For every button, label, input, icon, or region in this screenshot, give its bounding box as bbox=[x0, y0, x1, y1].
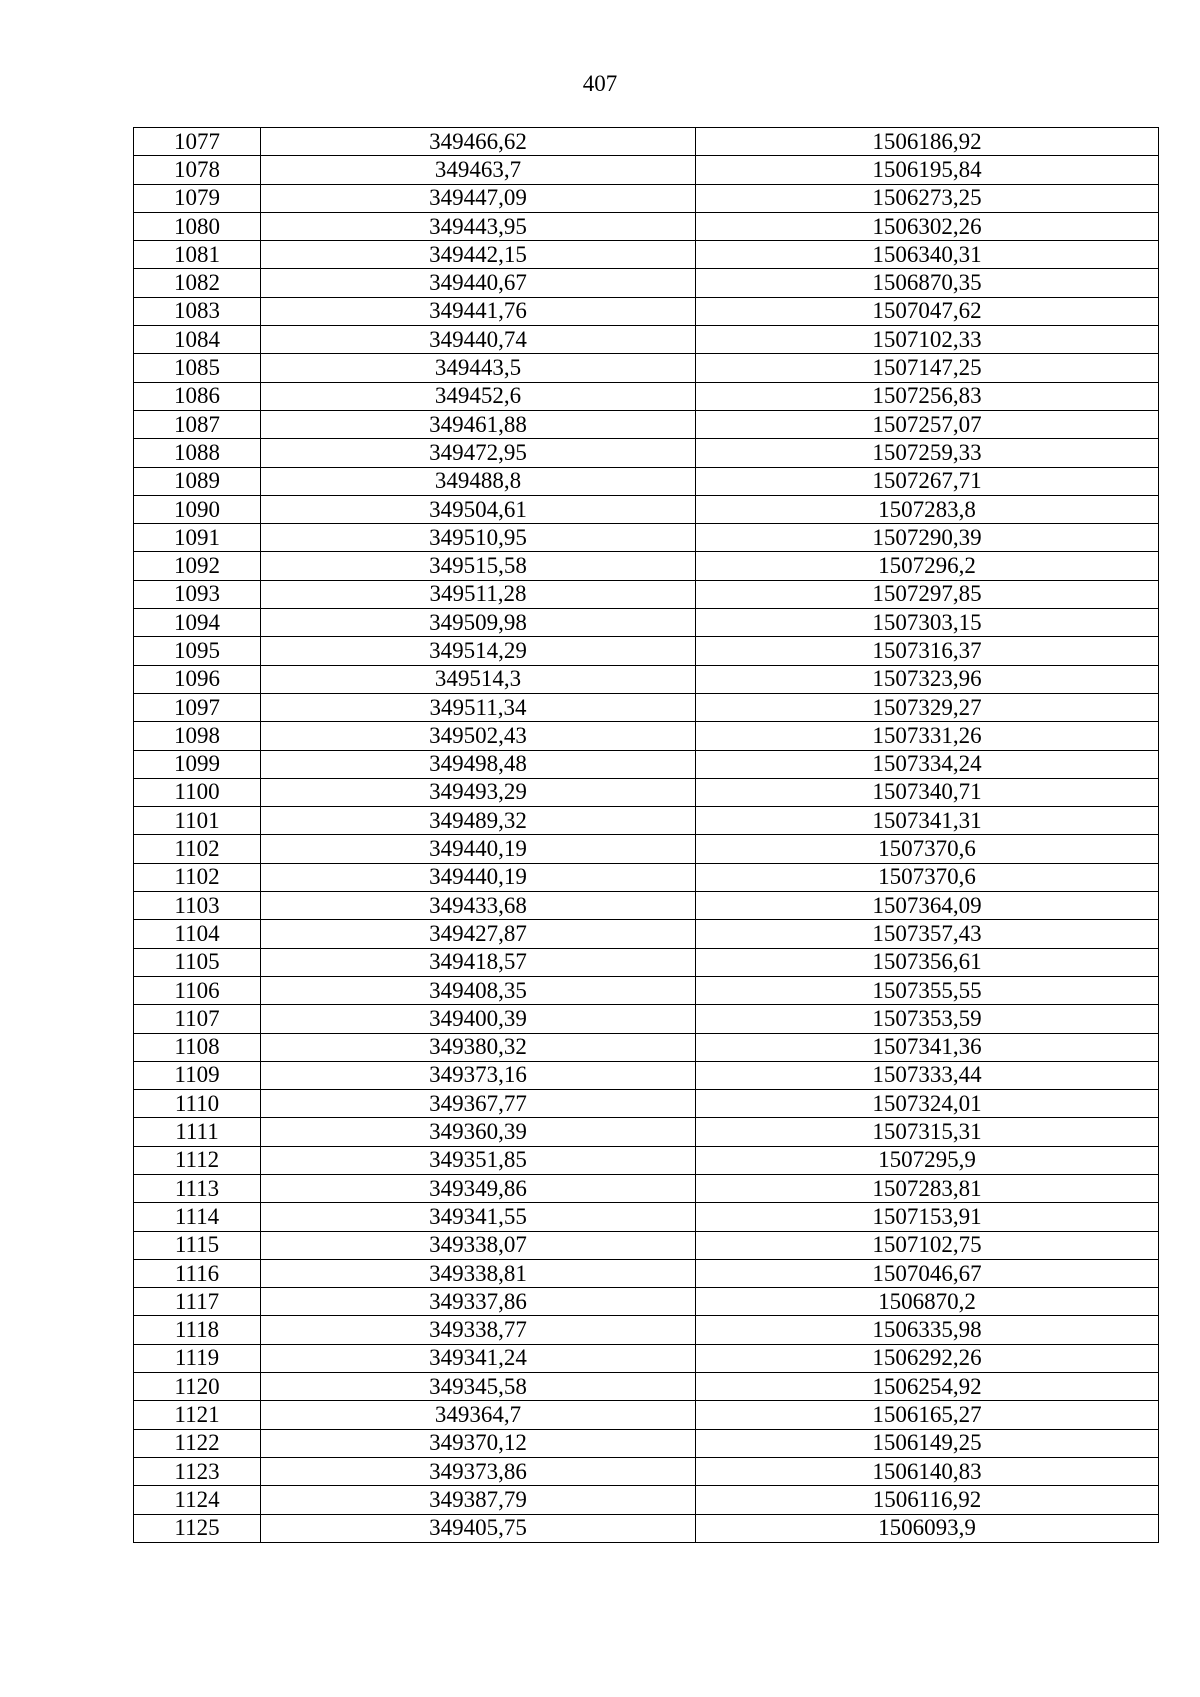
y-coordinate-cell: 1506116,92 bbox=[696, 1486, 1159, 1514]
table-row bbox=[134, 778, 1159, 806]
table-row bbox=[134, 1401, 1159, 1429]
table-row bbox=[134, 269, 1159, 297]
point-number-cell: 1117 bbox=[134, 1288, 261, 1316]
table-row bbox=[134, 1514, 1159, 1542]
x-coordinate-cell: 349441,76 bbox=[261, 297, 696, 325]
table-row bbox=[134, 410, 1159, 438]
table-row bbox=[134, 693, 1159, 721]
table-row bbox=[134, 1486, 1159, 1514]
x-coordinate-cell: 349466,62 bbox=[261, 128, 696, 156]
x-coordinate-cell: 349511,28 bbox=[261, 580, 696, 608]
table-row bbox=[134, 835, 1159, 863]
y-coordinate-cell: 1507370,6 bbox=[696, 835, 1159, 863]
x-coordinate-cell: 349338,81 bbox=[261, 1259, 696, 1287]
x-coordinate-cell: 349502,43 bbox=[261, 722, 696, 750]
x-coordinate-cell: 349370,12 bbox=[261, 1429, 696, 1457]
x-coordinate-cell: 349514,3 bbox=[261, 665, 696, 693]
x-coordinate-cell: 349511,34 bbox=[261, 693, 696, 721]
table-row bbox=[134, 1288, 1159, 1316]
point-number-cell: 1095 bbox=[134, 637, 261, 665]
x-coordinate-cell: 349510,95 bbox=[261, 524, 696, 552]
x-coordinate-cell: 349408,35 bbox=[261, 976, 696, 1004]
y-coordinate-cell: 1507324,01 bbox=[696, 1090, 1159, 1118]
y-coordinate-cell: 1506340,31 bbox=[696, 241, 1159, 269]
x-coordinate-cell: 349440,67 bbox=[261, 269, 696, 297]
point-number-cell: 1086 bbox=[134, 382, 261, 410]
y-coordinate-cell: 1507297,85 bbox=[696, 580, 1159, 608]
table-row bbox=[134, 920, 1159, 948]
y-coordinate-cell: 1506186,92 bbox=[696, 128, 1159, 156]
point-number-cell: 1081 bbox=[134, 241, 261, 269]
point-number-cell: 1110 bbox=[134, 1090, 261, 1118]
point-number-cell: 1108 bbox=[134, 1033, 261, 1061]
x-coordinate-cell: 349360,39 bbox=[261, 1118, 696, 1146]
table-row bbox=[134, 1457, 1159, 1485]
x-coordinate-cell: 349349,86 bbox=[261, 1174, 696, 1202]
point-number-cell: 1084 bbox=[134, 326, 261, 354]
x-coordinate-cell: 349514,29 bbox=[261, 637, 696, 665]
point-number-cell: 1115 bbox=[134, 1231, 261, 1259]
y-coordinate-cell: 1507295,9 bbox=[696, 1146, 1159, 1174]
y-coordinate-cell: 1507283,81 bbox=[696, 1174, 1159, 1202]
table-row bbox=[134, 1316, 1159, 1344]
y-coordinate-cell: 1507267,71 bbox=[696, 467, 1159, 495]
coordinates-table-body bbox=[134, 128, 1159, 1543]
y-coordinate-cell: 1507341,36 bbox=[696, 1033, 1159, 1061]
x-coordinate-cell: 349337,86 bbox=[261, 1288, 696, 1316]
x-coordinate-cell: 349351,85 bbox=[261, 1146, 696, 1174]
y-coordinate-cell: 1507046,67 bbox=[696, 1259, 1159, 1287]
point-number-cell: 1089 bbox=[134, 467, 261, 495]
x-coordinate-cell: 349405,75 bbox=[261, 1514, 696, 1542]
table-row bbox=[134, 1118, 1159, 1146]
x-coordinate-cell: 349433,68 bbox=[261, 892, 696, 920]
point-number-cell: 1106 bbox=[134, 976, 261, 1004]
y-coordinate-cell: 1507147,25 bbox=[696, 354, 1159, 382]
point-number-cell: 1077 bbox=[134, 128, 261, 156]
point-number-cell: 1083 bbox=[134, 297, 261, 325]
table-row bbox=[134, 467, 1159, 495]
x-coordinate-cell: 349463,7 bbox=[261, 156, 696, 184]
point-number-cell: 1124 bbox=[134, 1486, 261, 1514]
x-coordinate-cell: 349515,58 bbox=[261, 552, 696, 580]
table-row bbox=[134, 297, 1159, 325]
y-coordinate-cell: 1506273,25 bbox=[696, 184, 1159, 212]
y-coordinate-cell: 1507303,15 bbox=[696, 609, 1159, 637]
y-coordinate-cell: 1507153,91 bbox=[696, 1203, 1159, 1231]
x-coordinate-cell: 349400,39 bbox=[261, 1005, 696, 1033]
point-number-cell: 1109 bbox=[134, 1061, 261, 1089]
point-number-cell: 1103 bbox=[134, 892, 261, 920]
y-coordinate-cell: 1506302,26 bbox=[696, 212, 1159, 240]
table-row bbox=[134, 439, 1159, 467]
y-coordinate-cell: 1506195,84 bbox=[696, 156, 1159, 184]
x-coordinate-cell: 349341,24 bbox=[261, 1344, 696, 1372]
x-coordinate-cell: 349489,32 bbox=[261, 807, 696, 835]
point-number-cell: 1078 bbox=[134, 156, 261, 184]
point-number-cell: 1093 bbox=[134, 580, 261, 608]
y-coordinate-cell: 1507331,26 bbox=[696, 722, 1159, 750]
table-row bbox=[134, 156, 1159, 184]
point-number-cell: 1088 bbox=[134, 439, 261, 467]
y-coordinate-cell: 1507355,55 bbox=[696, 976, 1159, 1004]
table-row bbox=[134, 524, 1159, 552]
x-coordinate-cell: 349504,61 bbox=[261, 495, 696, 523]
point-number-cell: 1121 bbox=[134, 1401, 261, 1429]
point-number-cell: 1100 bbox=[134, 778, 261, 806]
y-coordinate-cell: 1507333,44 bbox=[696, 1061, 1159, 1089]
table-row bbox=[134, 1373, 1159, 1401]
point-number-cell: 1097 bbox=[134, 693, 261, 721]
point-number-cell: 1122 bbox=[134, 1429, 261, 1457]
x-coordinate-cell: 349367,77 bbox=[261, 1090, 696, 1118]
table-row bbox=[134, 892, 1159, 920]
y-coordinate-cell: 1507329,27 bbox=[696, 693, 1159, 721]
point-number-cell: 1111 bbox=[134, 1118, 261, 1146]
table-row bbox=[134, 976, 1159, 1004]
x-coordinate-cell: 349440,19 bbox=[261, 863, 696, 891]
x-coordinate-cell: 349461,88 bbox=[261, 410, 696, 438]
table-row bbox=[134, 1344, 1159, 1372]
table-row bbox=[134, 637, 1159, 665]
point-number-cell: 1105 bbox=[134, 948, 261, 976]
table-row bbox=[134, 326, 1159, 354]
y-coordinate-cell: 1507283,8 bbox=[696, 495, 1159, 523]
table-row bbox=[134, 1203, 1159, 1231]
table-row bbox=[134, 665, 1159, 693]
table-row bbox=[134, 609, 1159, 637]
table-row bbox=[134, 552, 1159, 580]
point-number-cell: 1112 bbox=[134, 1146, 261, 1174]
point-number-cell: 1104 bbox=[134, 920, 261, 948]
y-coordinate-cell: 1506292,26 bbox=[696, 1344, 1159, 1372]
table-row bbox=[134, 1259, 1159, 1287]
x-coordinate-cell: 349447,09 bbox=[261, 184, 696, 212]
table-row bbox=[134, 722, 1159, 750]
y-coordinate-cell: 1507257,07 bbox=[696, 410, 1159, 438]
point-number-cell: 1125 bbox=[134, 1514, 261, 1542]
y-coordinate-cell: 1506149,25 bbox=[696, 1429, 1159, 1457]
coordinates-table bbox=[133, 127, 1159, 1543]
x-coordinate-cell: 349443,5 bbox=[261, 354, 696, 382]
point-number-cell: 1096 bbox=[134, 665, 261, 693]
point-number-cell: 1080 bbox=[134, 212, 261, 240]
y-coordinate-cell: 1507340,71 bbox=[696, 778, 1159, 806]
page-number: 407 bbox=[582, 71, 618, 96]
y-coordinate-cell: 1507356,61 bbox=[696, 948, 1159, 976]
x-coordinate-cell: 349364,7 bbox=[261, 1401, 696, 1429]
y-coordinate-cell: 1507334,24 bbox=[696, 750, 1159, 778]
x-coordinate-cell: 349509,98 bbox=[261, 609, 696, 637]
y-coordinate-cell: 1507102,33 bbox=[696, 326, 1159, 354]
table-row bbox=[134, 354, 1159, 382]
x-coordinate-cell: 349345,58 bbox=[261, 1373, 696, 1401]
x-coordinate-cell: 349373,16 bbox=[261, 1061, 696, 1089]
point-number-cell: 1090 bbox=[134, 495, 261, 523]
point-number-cell: 1091 bbox=[134, 524, 261, 552]
x-coordinate-cell: 349452,6 bbox=[261, 382, 696, 410]
point-number-cell: 1120 bbox=[134, 1373, 261, 1401]
point-number-cell: 1102 bbox=[134, 863, 261, 891]
point-number-cell: 1116 bbox=[134, 1259, 261, 1287]
x-coordinate-cell: 349341,55 bbox=[261, 1203, 696, 1231]
y-coordinate-cell: 1507353,59 bbox=[696, 1005, 1159, 1033]
x-coordinate-cell: 349498,48 bbox=[261, 750, 696, 778]
table-row bbox=[134, 212, 1159, 240]
table-row bbox=[134, 1174, 1159, 1202]
table-row bbox=[134, 241, 1159, 269]
x-coordinate-cell: 349338,77 bbox=[261, 1316, 696, 1344]
y-coordinate-cell: 1506254,92 bbox=[696, 1373, 1159, 1401]
table-row bbox=[134, 1061, 1159, 1089]
x-coordinate-cell: 349418,57 bbox=[261, 948, 696, 976]
x-coordinate-cell: 349373,86 bbox=[261, 1457, 696, 1485]
table-row bbox=[134, 750, 1159, 778]
table-row bbox=[134, 1033, 1159, 1061]
x-coordinate-cell: 349427,87 bbox=[261, 920, 696, 948]
point-number-cell: 1087 bbox=[134, 410, 261, 438]
x-coordinate-cell: 349472,95 bbox=[261, 439, 696, 467]
point-number-cell: 1119 bbox=[134, 1344, 261, 1372]
y-coordinate-cell: 1507259,33 bbox=[696, 439, 1159, 467]
x-coordinate-cell: 349442,15 bbox=[261, 241, 696, 269]
table-row bbox=[134, 807, 1159, 835]
x-coordinate-cell: 349338,07 bbox=[261, 1231, 696, 1259]
point-number-cell: 1098 bbox=[134, 722, 261, 750]
y-coordinate-cell: 1507290,39 bbox=[696, 524, 1159, 552]
y-coordinate-cell: 1507370,6 bbox=[696, 863, 1159, 891]
table-row bbox=[134, 948, 1159, 976]
y-coordinate-cell: 1506870,2 bbox=[696, 1288, 1159, 1316]
point-number-cell: 1099 bbox=[134, 750, 261, 778]
point-number-cell: 1085 bbox=[134, 354, 261, 382]
point-number-cell: 1092 bbox=[134, 552, 261, 580]
y-coordinate-cell: 1507296,2 bbox=[696, 552, 1159, 580]
table-row bbox=[134, 1146, 1159, 1174]
table-row bbox=[134, 128, 1159, 156]
x-coordinate-cell: 349488,8 bbox=[261, 467, 696, 495]
y-coordinate-cell: 1506165,27 bbox=[696, 1401, 1159, 1429]
y-coordinate-cell: 1507357,43 bbox=[696, 920, 1159, 948]
x-coordinate-cell: 349387,79 bbox=[261, 1486, 696, 1514]
table-row bbox=[134, 495, 1159, 523]
point-number-cell: 1094 bbox=[134, 609, 261, 637]
y-coordinate-cell: 1507341,31 bbox=[696, 807, 1159, 835]
point-number-cell: 1123 bbox=[134, 1457, 261, 1485]
point-number-cell: 1113 bbox=[134, 1174, 261, 1202]
y-coordinate-cell: 1507315,31 bbox=[696, 1118, 1159, 1146]
x-coordinate-cell: 349440,19 bbox=[261, 835, 696, 863]
point-number-cell: 1118 bbox=[134, 1316, 261, 1344]
y-coordinate-cell: 1506870,35 bbox=[696, 269, 1159, 297]
point-number-cell: 1107 bbox=[134, 1005, 261, 1033]
y-coordinate-cell: 1507316,37 bbox=[696, 637, 1159, 665]
table-row bbox=[134, 184, 1159, 212]
point-number-cell: 1102 bbox=[134, 835, 261, 863]
y-coordinate-cell: 1506093,9 bbox=[696, 1514, 1159, 1542]
y-coordinate-cell: 1506335,98 bbox=[696, 1316, 1159, 1344]
y-coordinate-cell: 1507364,09 bbox=[696, 892, 1159, 920]
point-number-cell: 1101 bbox=[134, 807, 261, 835]
x-coordinate-cell: 349493,29 bbox=[261, 778, 696, 806]
y-coordinate-cell: 1507256,83 bbox=[696, 382, 1159, 410]
x-coordinate-cell: 349443,95 bbox=[261, 212, 696, 240]
table-row bbox=[134, 1090, 1159, 1118]
point-number-cell: 1079 bbox=[134, 184, 261, 212]
x-coordinate-cell: 349440,74 bbox=[261, 326, 696, 354]
table-row bbox=[134, 382, 1159, 410]
table-row bbox=[134, 1231, 1159, 1259]
table-row bbox=[134, 863, 1159, 891]
table-row bbox=[134, 1429, 1159, 1457]
point-number-cell: 1082 bbox=[134, 269, 261, 297]
x-coordinate-cell: 349380,32 bbox=[261, 1033, 696, 1061]
table-row bbox=[134, 1005, 1159, 1033]
y-coordinate-cell: 1507323,96 bbox=[696, 665, 1159, 693]
y-coordinate-cell: 1507102,75 bbox=[696, 1231, 1159, 1259]
y-coordinate-cell: 1507047,62 bbox=[696, 297, 1159, 325]
point-number-cell: 1114 bbox=[134, 1203, 261, 1231]
table-row bbox=[134, 580, 1159, 608]
y-coordinate-cell: 1506140,83 bbox=[696, 1457, 1159, 1485]
